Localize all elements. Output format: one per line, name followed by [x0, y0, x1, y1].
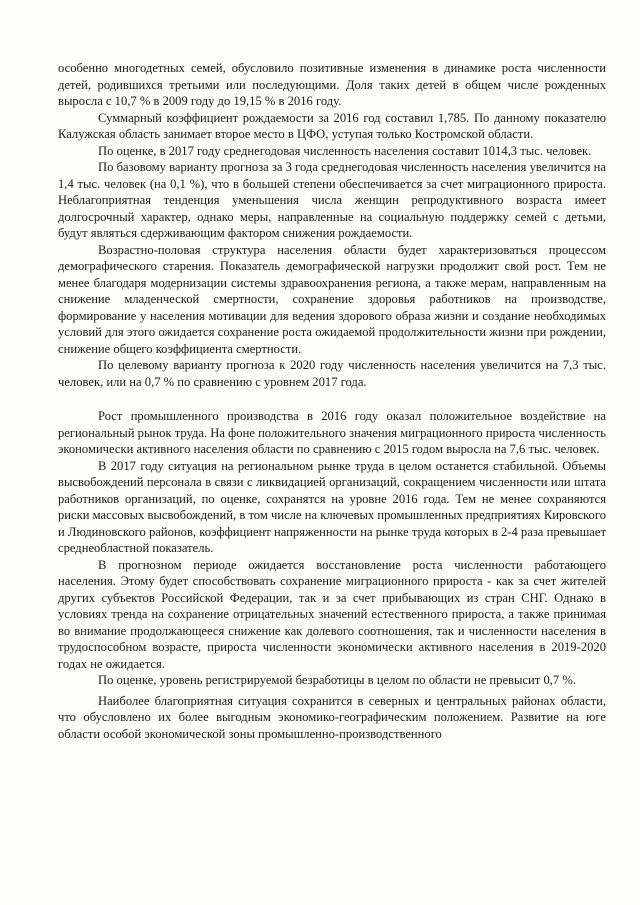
- paragraph-5: Возрастно-половая структура населения области будет характеризоваться процессом демографического старения. Показатель демографической нагрузки продолжит свой рост. Тем не менее благодаря модернизации системы здравоохранения региона, а также мерам, направленным на снижение младенческой смертности, сохранение здоровья работников на производстве, формирование у населения мотивации для ведения здорового образа жизни и создание необходимых условий для этого ожидается сохранение роста ожидаемой продолжительности жизни при рождении, снижение общего коэффициента смертности.: [58, 242, 606, 356]
- paragraph-2: Суммарный коэффициент рождаемости за 2016 год составил 1,785. По данному показателю Калужская область занимает второе место в ЦФО, уступая только Костромской области.: [58, 110, 606, 141]
- paragraph-8: В 2017 году ситуация на региональном рынке труда в целом останется стабильной. Объемы высвобождений персонала в связи с ликвидацией организаций, сокращением численности или штата работников организаций, по оценке, сохранятся на уровне 2016 года. Тем не менее сохраняются риски массовых высвобождений, в том числе на ключевых промышленных предприятиях Кировского и Людиновского районов, коэффициент напряженности на рынке труда которых в 2-4 раза превышает среднеобластной показатель.: [58, 458, 606, 555]
- document-body: [58, 60, 606, 742]
- paragraph-6: По целевому варианту прогноза к 2020 году численность населения увеличится на 7,3 тыс. человек, или на 0,7 % по сравнению с уровнем 2017 года.: [58, 358, 606, 389]
- paragraph-3: По оценке, в 2017 году среднегодовая численность населения составит 1014,3 тыс. человек.: [98, 143, 592, 158]
- paragraph-9: В прогнозном периоде ожидается восстановление роста численности работающего населения. Этому будет способствовать сохранение миграционного прироста - как за счет жителей других субъектов Российской Федерации, так и за счет прибывающих из стран СНГ. Однако в условиях тренда на сохранение отрицательных значений естественного прироста, а также принимая во внимание продолжающееся снижение как долевого соотношения, так и численности населения в трудоспособном возрасте, прироста численности экономически активного населения в 2019-2020 годах не ожидается.: [58, 557, 606, 671]
- paragraph-11: Наиболее благоприятная ситуация сохранится в северных и центральных районах области, что обусловлено их более выгодным экономико-географическим положением. Развитие на юге области особой экономической зоны промышленно-производственного: [58, 693, 606, 741]
- paragraph-10: По оценке, уровень регистрируемой безработицы в целом по области не превысит 0,7 %.: [98, 673, 576, 687]
- paragraph-7: Рост промышленного производства в 2016 году оказал положительное воздействие на региональный рынок труда. На фоне положительного значения миграционного прироста численность экономически активного населения области по сравнению с 2015 годом выросла на 7,6 тыс. человек.: [58, 409, 606, 456]
- paragraph-4: По базовому варианту прогноза за 3 года среднегодовая численность населения увеличится на 1,4 тыс. человек (на 0,1 %), что в большей степени обеспечивается за счет миграционного прироста. Неблагоприятная тенденция уменьшения числа женщин репродуктивного возраста имеет долгосрочный характер, однако меры, направленные на социальную поддержку семей с детьми, будут являться сдерживающим фактором снижения рождаемости.: [58, 160, 606, 240]
- paragraph-1: особенно многодетных семей, обусловило позитивные изменения в динамике роста численности детей, родившихся третьими или последующими. Доля таких детей в общем числе рожденных выросла с 10,7 % в 2009 году до 19,15 % в 2016 году.: [58, 61, 606, 108]
